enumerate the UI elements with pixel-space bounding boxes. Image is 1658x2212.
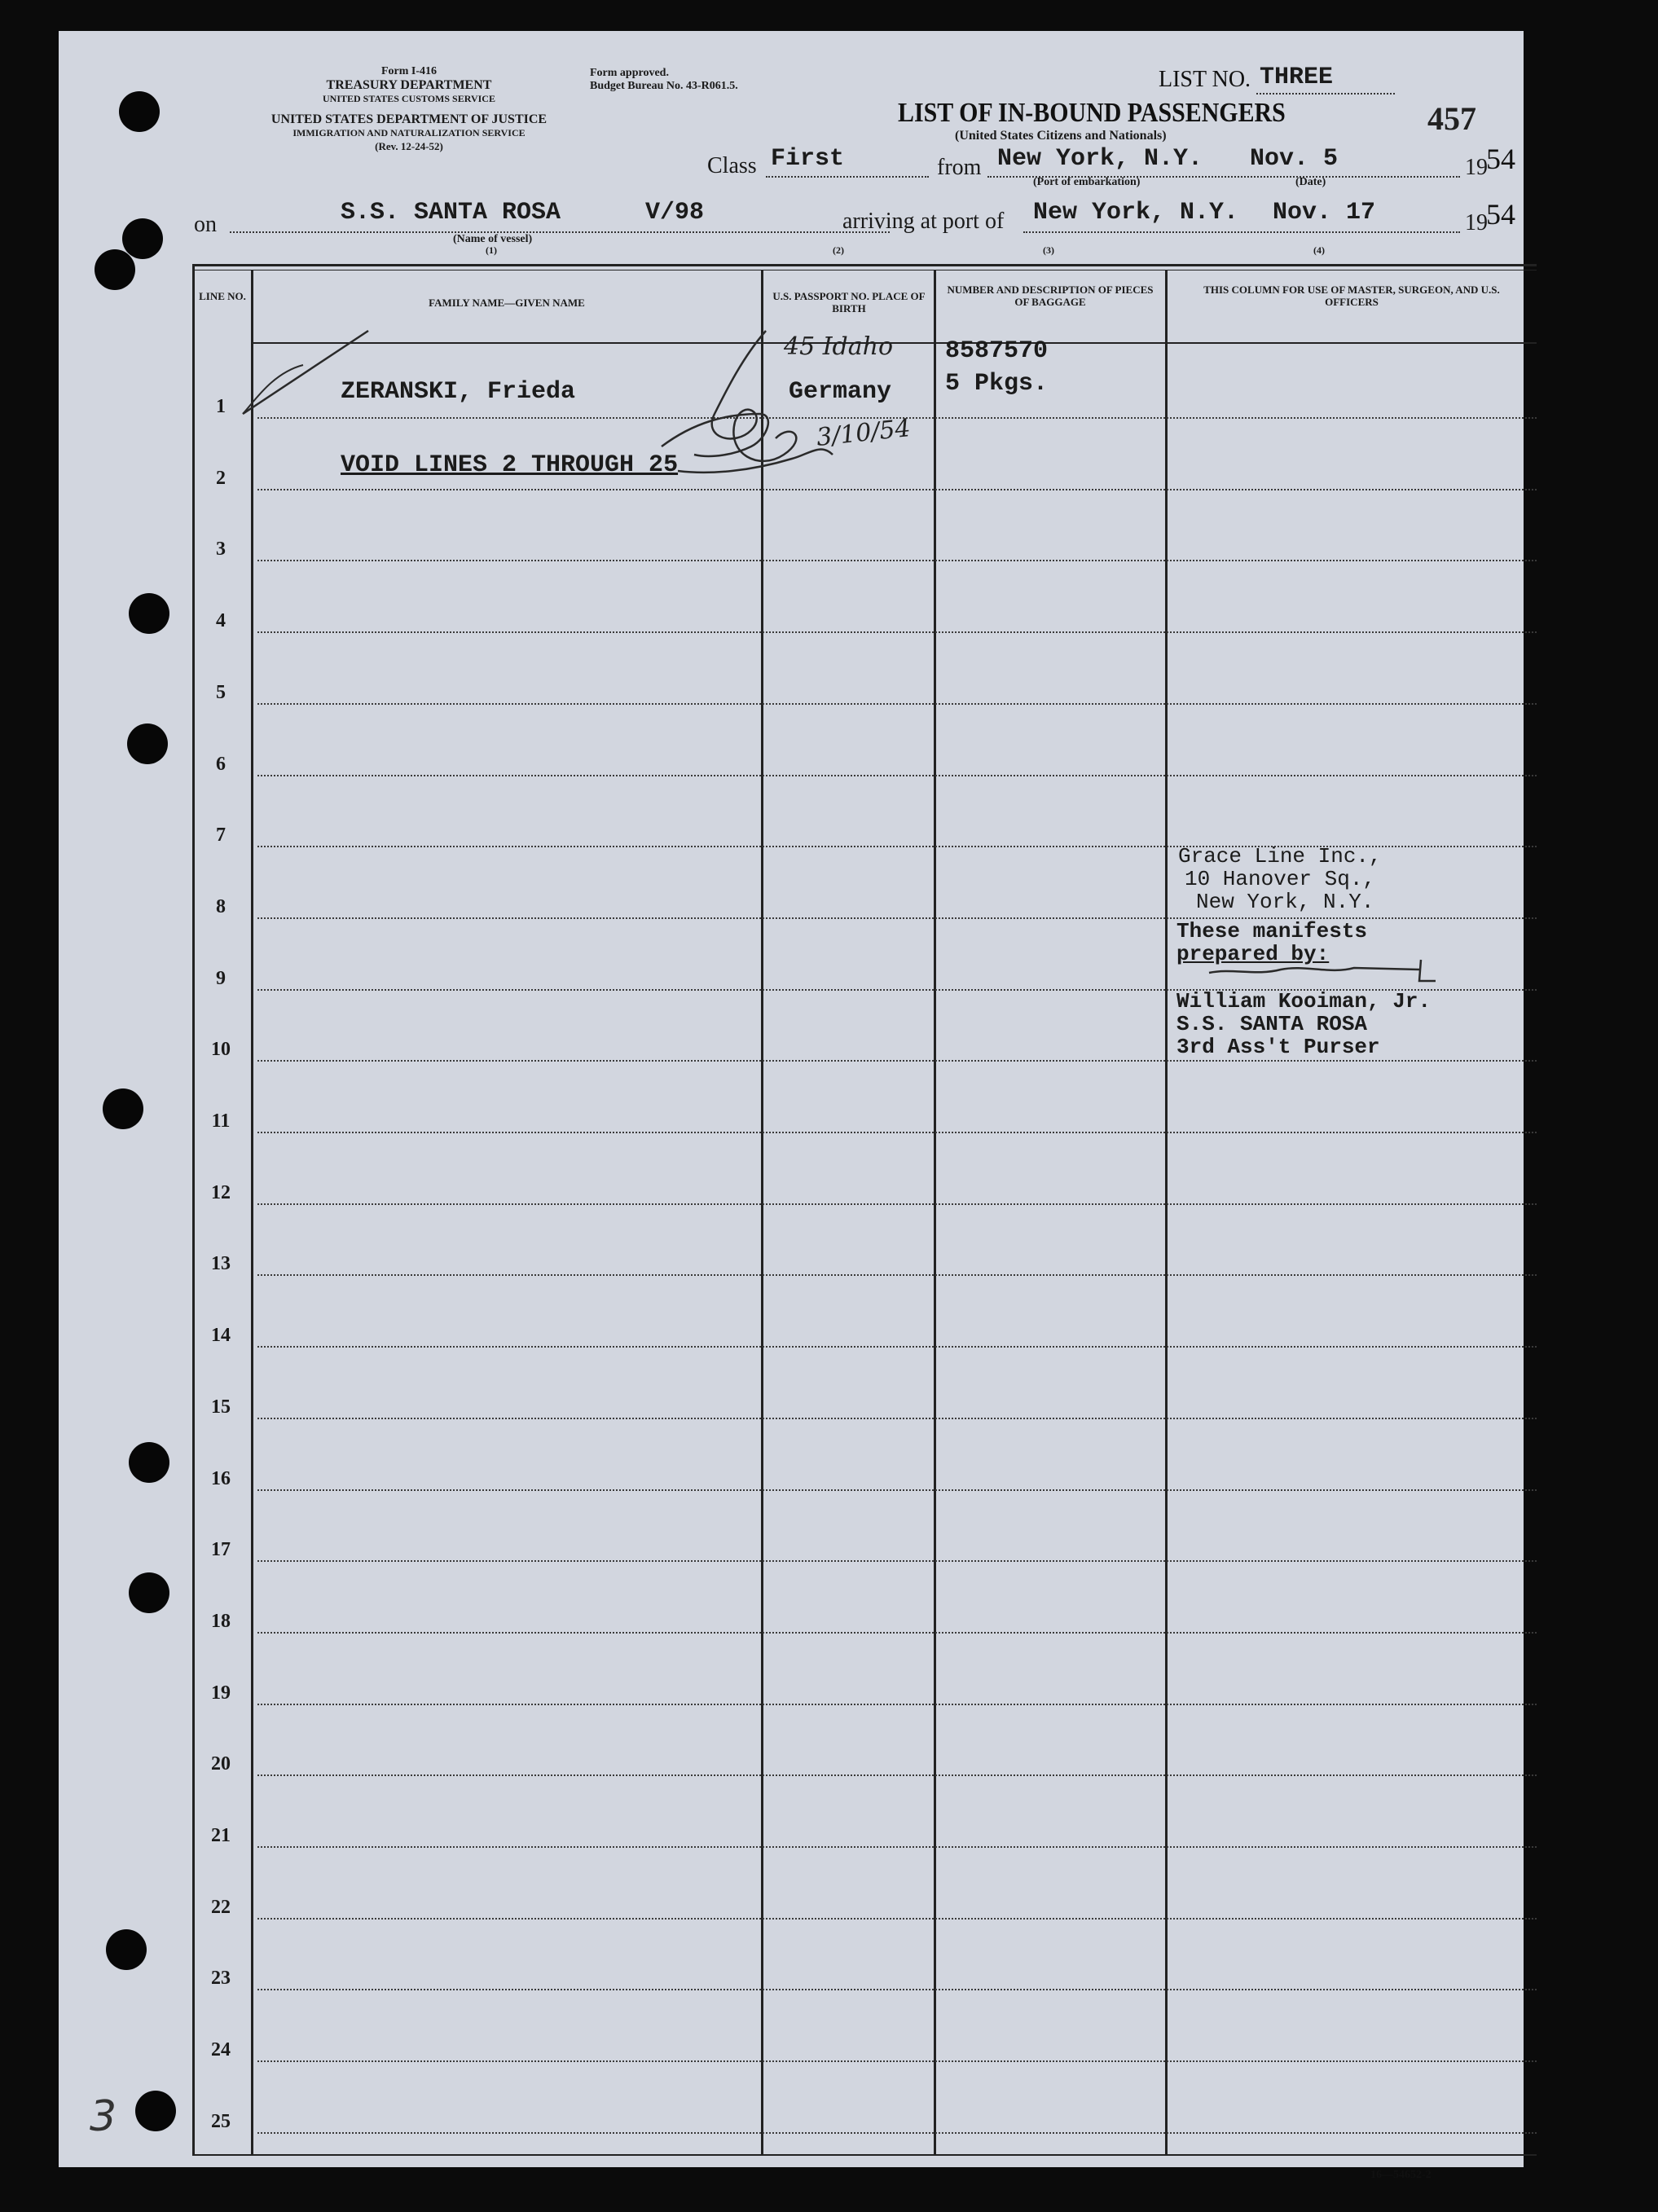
revision: (Rev. 12-24-52)	[375, 140, 443, 152]
officers-preparer: William Kooiman, Jr.	[1176, 989, 1432, 1014]
manifest-page	[59, 31, 1524, 2181]
officers-company: Grace Line Inc.,	[1178, 844, 1382, 869]
line-number: 15	[211, 1396, 231, 1418]
on-label: on	[194, 212, 217, 237]
date-caption: (Date)	[1295, 176, 1326, 188]
arriving-year-prefix: 19	[1465, 210, 1488, 235]
line-number: 3	[216, 539, 226, 561]
footer-code: 16—54652-2	[1370, 2169, 1432, 2181]
baggage-description: 5 Pkgs.	[945, 370, 1049, 398]
list-no-label: LIST NO.	[1159, 67, 1251, 92]
vessel-caption: (Name of vessel)	[453, 233, 533, 245]
place-of-birth: Germany	[789, 378, 892, 406]
voyage-no: V/98	[645, 199, 705, 226]
from-year: 54	[1486, 143, 1515, 175]
baggage-number: 8587570	[945, 337, 1049, 365]
port-embark-caption: (Port of embarkation)	[1033, 176, 1141, 188]
line-number: 11	[211, 1110, 231, 1132]
from-date: Nov. 5	[1250, 145, 1339, 173]
caption-2: (2)	[833, 244, 844, 256]
treasury-dept: TREASURY DEPARTMENT	[326, 78, 492, 92]
caption-3: (3)	[1043, 244, 1054, 256]
line-number: 17	[211, 1539, 231, 1561]
customs-service: UNITED STATES CUSTOMS SERVICE	[323, 93, 495, 104]
margin-note: 3	[90, 2092, 117, 2141]
line-number: 9	[216, 967, 226, 989]
handwritten-date-note: 3/10/54	[815, 414, 913, 452]
line-number: 24	[211, 2039, 231, 2061]
line-number: 1	[216, 396, 226, 417]
line-number: 22	[211, 1896, 231, 1918]
arriving-label: arriving at port of	[842, 209, 1005, 234]
line-number: 2	[216, 467, 226, 489]
header-officers: THIS COLUMN FOR USE OF MASTER, SURGEON, AND U.S. OFFICERS	[1203, 284, 1500, 308]
page-title: LIST OF IN-BOUND PASSENGERS	[898, 98, 1286, 128]
page-subtitle: (United States Citizens and Nationals)	[955, 129, 1167, 143]
line-number: 13	[211, 1253, 231, 1275]
officers-address-1: 10 Hanover Sq.,	[1185, 867, 1376, 891]
class-label: Class	[707, 153, 757, 178]
header-passport: U.S. PASSPORT NO. PLACE OF BIRTH	[772, 290, 926, 314]
line-number: 6	[216, 753, 226, 775]
from-port: New York, N.Y.	[997, 145, 1203, 173]
line-number: 21	[211, 1825, 231, 1846]
arriving-port: New York, N.Y.	[1033, 199, 1239, 226]
header-name: FAMILY NAME—GIVEN NAME	[429, 297, 585, 309]
class-value: First	[771, 145, 845, 173]
page-stamp-number: 457	[1427, 100, 1476, 137]
from-label: from	[937, 155, 982, 180]
line-number: 7	[216, 825, 226, 847]
justice-dept: UNITED STATES DEPARTMENT OF JUSTICE	[270, 112, 548, 126]
line-number: 10	[211, 1039, 231, 1061]
form-number: Form I-416	[380, 65, 438, 77]
line-number: 18	[211, 1610, 231, 1632]
list-no-value: THREE	[1260, 64, 1334, 91]
line-number: 14	[211, 1325, 231, 1347]
void-lines-note: VOID LINES 2 THROUGH 25	[341, 451, 679, 479]
line-number: 25	[211, 2110, 231, 2132]
line-number: 4	[216, 610, 226, 632]
line-number: 8	[216, 895, 226, 917]
passenger-name: ZERANSKI, Frieda	[341, 378, 576, 406]
officers-address-2: New York, N.Y.	[1196, 890, 1374, 914]
passport-handwritten: 45 Idaho	[784, 332, 894, 361]
form-approved: Form approved.	[590, 67, 669, 79]
from-year-prefix: 19	[1465, 155, 1488, 180]
header-baggage: NUMBER AND DESCRIPTION OF PIECES OF BAGGAGE	[947, 284, 1154, 308]
line-number: 23	[211, 1968, 231, 1990]
line-number: 16	[211, 1467, 231, 1489]
vessel-name: S.S. SANTA ROSA	[341, 199, 561, 226]
line-number: 20	[211, 1753, 231, 1775]
officers-title: 3rd Ass't Purser	[1176, 1035, 1380, 1059]
officers-vessel: S.S. SANTA ROSA	[1176, 1012, 1368, 1036]
line-number: 5	[216, 681, 226, 703]
line-number: 19	[211, 1682, 231, 1704]
line-number: 12	[211, 1181, 231, 1203]
arriving-year: 54	[1486, 198, 1515, 231]
ins-service: IMMIGRATION AND NATURALIZATION SERVICE	[292, 127, 526, 139]
caption-4: (4)	[1313, 244, 1325, 256]
officers-prepared-2: prepared by:	[1176, 942, 1330, 966]
budget-bureau: Budget Bureau No. 43-R061.5.	[590, 80, 738, 92]
arriving-date: Nov. 17	[1273, 199, 1376, 226]
header-line-no: LINE NO.	[199, 290, 246, 302]
handwritten-checkmark	[59, 31, 1524, 2167]
officers-prepared-1: These manifests	[1176, 919, 1368, 943]
caption-1: (1)	[486, 244, 497, 256]
